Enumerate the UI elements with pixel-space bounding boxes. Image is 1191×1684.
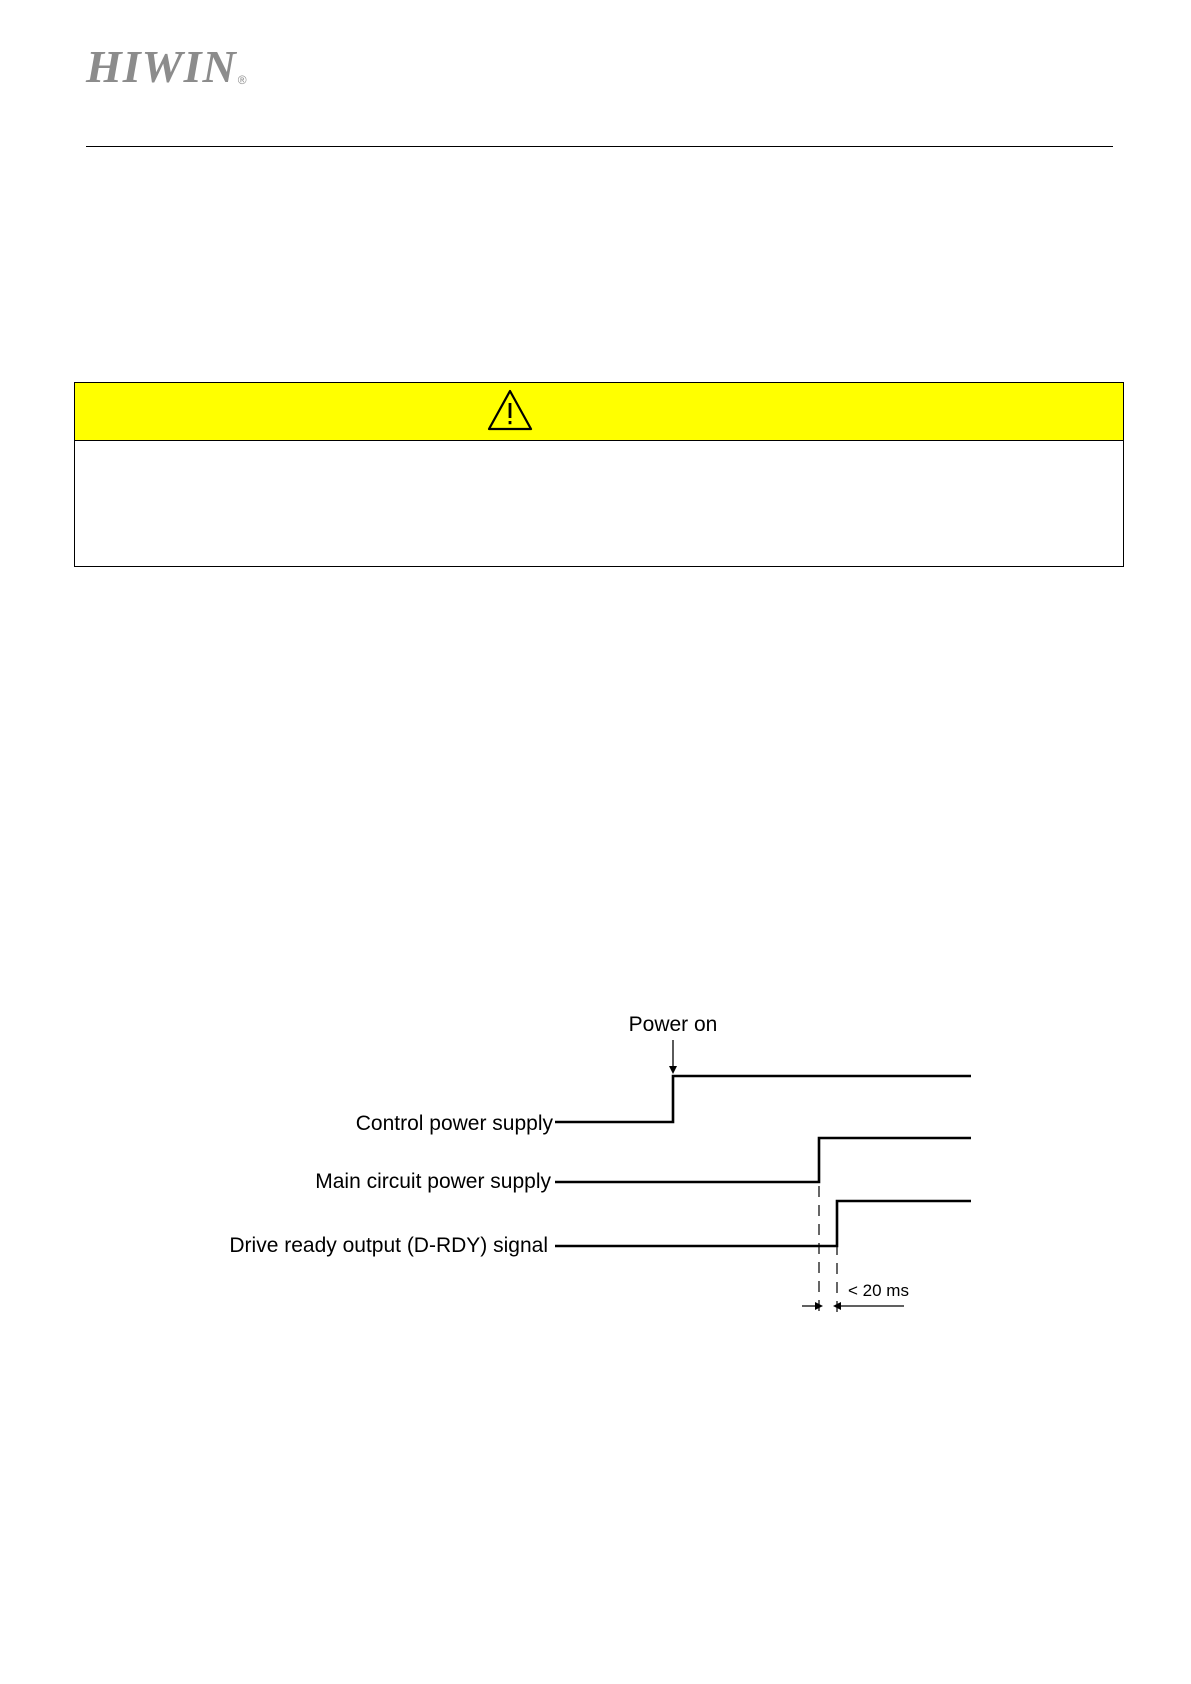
main-circuit-waveform (555, 1138, 971, 1182)
drive-ready-waveform (555, 1201, 971, 1246)
power-on-label: Power on (628, 1013, 718, 1036)
control-power-waveform (555, 1076, 971, 1122)
main-circuit-label: Main circuit power supply (315, 1170, 551, 1193)
drive-ready-label: Drive ready output (D-RDY) signal (229, 1234, 548, 1257)
delay-label: < 20 ms (848, 1281, 909, 1300)
logo-text: HIWIN (86, 41, 237, 92)
control-power-label: Control power supply (355, 1112, 553, 1135)
registered-mark: ® (237, 73, 247, 87)
